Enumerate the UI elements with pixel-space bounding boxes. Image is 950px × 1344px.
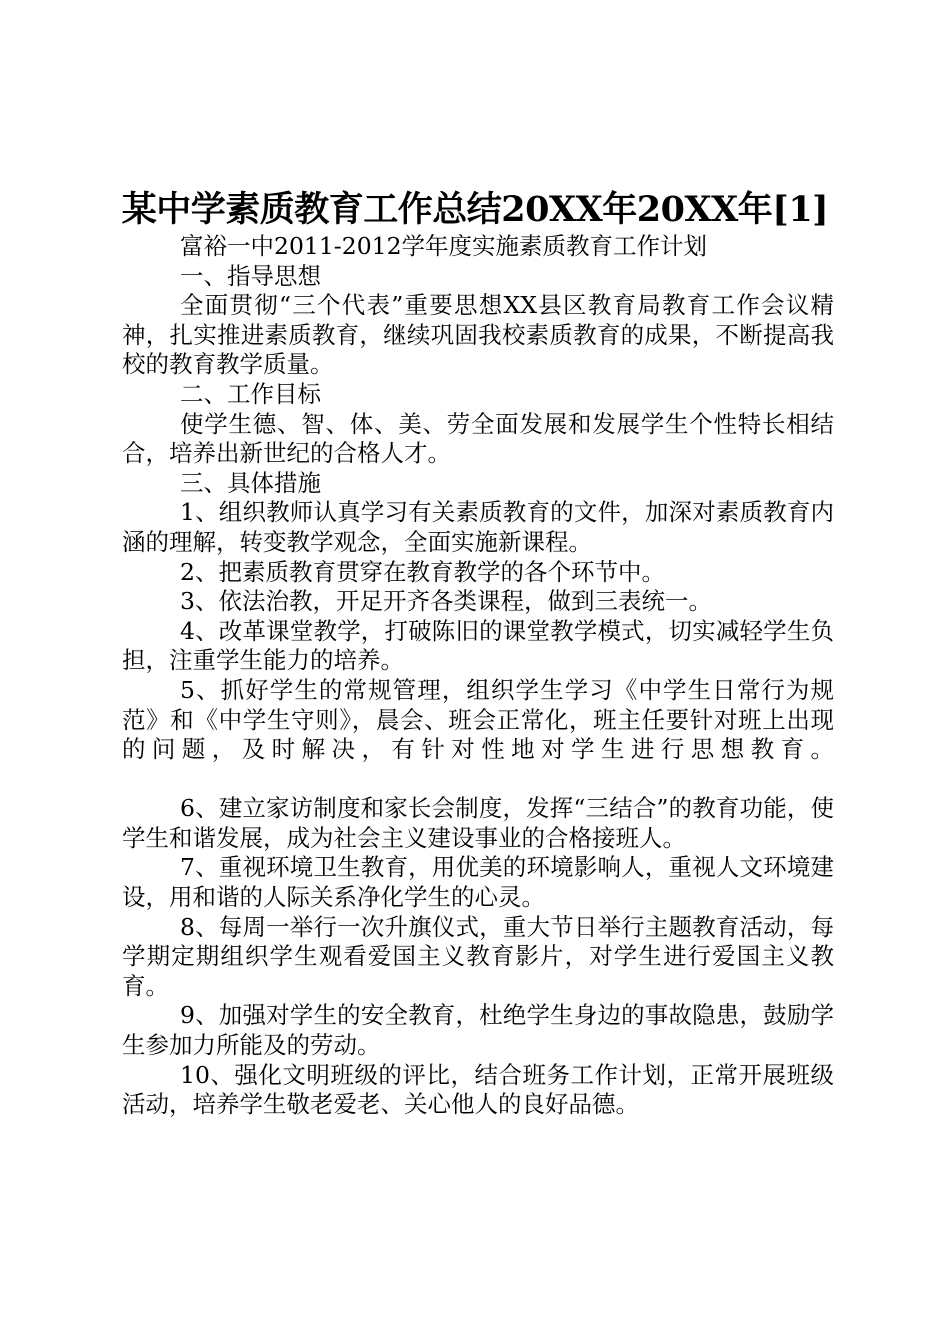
section-heading-guiding-thought: 一、指导思想 (180, 261, 321, 290)
measure-item: 2、把素质教育贯穿在教育教学的各个环节中。 (180, 557, 665, 586)
measure-item: 4、改革课堂教学，打破陈旧的课堂教学模式，切实减轻学生负担，注重学生能力的培养。 (122, 616, 834, 675)
measure-item: 10、强化文明班级的评比，结合班务工作计划，正常开展班级活动，培养学生敬老爱老、关心他人的良好品德。 (122, 1060, 834, 1119)
section-heading-work-goals: 二、工作目标 (180, 379, 321, 408)
blank-line (122, 765, 834, 795)
measure-item: 5、抓好学生的常规管理，组织学生学习《中学生日常行为规范》和《中学生守则》，晨会、班会正常化，班主任要针对班上出现的问题，及时解决，有针对性地对学生进行思想教育。 (122, 675, 834, 764)
measure-item: 7、重视环境卫生教育，用优美的环境影响人，重视人文环境建设，用和谐的人际关系净化学生的心灵。 (122, 853, 834, 912)
measure-item: 8、每周一举行一次升旗仪式，重大节日举行主题教育活动，每学期定期组织学生观看爱国主义教育影片，对学生进行爱国主义教育。 (122, 912, 834, 1000)
document-title: 某中学素质教育工作总结20XX年20XX年[1] (121, 189, 829, 230)
section-heading-measures: 三、具体措施 (180, 468, 321, 497)
section-text-guiding-thought: 全面贯彻“三个代表”重要思想XX县区教育局教育工作会议精神，扎实推进素质教育，继续巩固我校素质教育的成果，不断提高我校的教育教学质量。 (122, 291, 834, 379)
plan-subtitle: 富裕一中2011-2012学年度实施素质教育工作计划 (180, 232, 708, 260)
measure-item: 6、建立家访制度和家长会制度，发挥“三结合”的教育功能，使学生和谐发展，成为社会主义建设事业的合格接班人。 (122, 794, 834, 852)
measure-item: 9、加强对学生的安全教育，杜绝学生身边的事故隐患，鼓励学生参加力所能及的劳动。 (122, 1001, 834, 1060)
section-text-work-goals: 使学生德、智、体、美、劳全面发展和发展学生个性特长相结合，培养出新世纪的合格人才。 (122, 409, 834, 468)
measure-item: 1、组织教师认真学习有关素质教育的文件，加深对素质教育内涵的理解，转变教学观念，全面实施新课程。 (122, 498, 834, 556)
document-body (122, 232, 834, 1120)
measure-item: 3、依法治教，开足开齐各类课程，做到三表统一。 (180, 587, 712, 616)
